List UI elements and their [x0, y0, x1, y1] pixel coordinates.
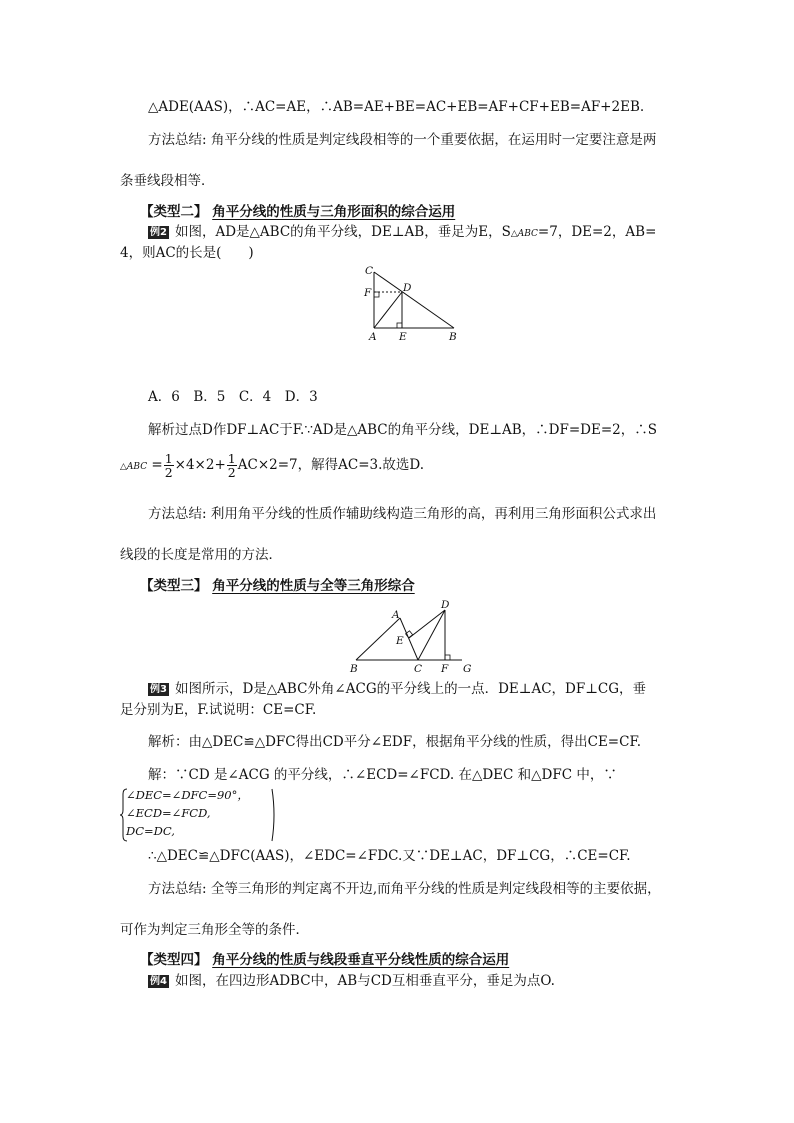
section-label: 【类型三】	[140, 578, 208, 594]
text-run: 如图，在四边形ADBC中，AB与CD互相垂直平分，垂足为点O.	[174, 973, 555, 989]
text-line: 解：∵CD 是∠ACG 的平分线，∴∠ECD=∠FCD. 在△DEC 和△DFC 中，∵	[148, 767, 617, 783]
text-line: 解析：由△DEC≌△DFC得出CD平分∠EDF，根据角平分线的性质，得出CE=CF.	[148, 734, 641, 750]
text-run: AC×2=7，解得AC=3.故选D.	[237, 457, 425, 473]
label-d: D	[403, 282, 412, 294]
text-line: 方法总结: 利用角平分线的性质作辅助线构造三角形的高，再利用三角形面积公式求出	[148, 506, 657, 522]
text-line: 条垂线段相等．	[120, 173, 215, 189]
text-run: 如图，AD是△ABC的角平分线，DE⊥AB，垂足为E，S	[174, 224, 511, 240]
section-title: 角平分线的性质与全等三角形综合	[212, 578, 415, 594]
text-line: 线段的长度是常用的方法．	[120, 547, 282, 563]
text-run: 解析过点D作DF⊥AC于F.∵AD是△ABC的角平分线，DE⊥AB，∴DF=DE=2，∴S	[148, 422, 658, 438]
text-line: 方法总结: 全等三角形的判定离不开边,而角平分线的性质是判定线段相等的主要依据，	[148, 881, 661, 897]
right-angle-mark	[397, 323, 402, 328]
section-label: 【类型二】	[140, 204, 208, 220]
system-line: DC=DC,	[126, 824, 175, 838]
text-line: 足分别为E，F.试说明：CE=CF.	[120, 702, 317, 718]
text-line: 方法总结: 角平分线的性质是判定线段相等的一个重要依据，在运用时一定要注意是两	[148, 132, 657, 148]
section-title: 角平分线的性质与三角形面积的综合运用	[212, 204, 456, 220]
fraction-numerator: 1	[164, 451, 173, 466]
system-line: ∠DEC=∠DFC=90°，	[126, 788, 249, 802]
section-label: 【类型四】	[140, 952, 208, 968]
text-line: 4，则AC的长是( )	[120, 245, 254, 261]
text-run: ×4×2+	[174, 457, 226, 473]
subscript: △ABC	[120, 462, 148, 472]
section-header-type4	[140, 951, 509, 969]
label-g: G	[463, 663, 472, 675]
right-angle-mark	[445, 655, 450, 660]
label-a: A	[369, 331, 377, 343]
label-c: C	[414, 663, 423, 675]
solution-2-line2: △ABC = $\frac{1}{2}$ ×4×2+ $\frac{1}{2}$ AC×2=7，解得AC=3.故选D.	[120, 451, 425, 480]
example-badge: 例3	[150, 684, 167, 695]
label-c: C	[365, 265, 374, 277]
label-a: A	[392, 609, 400, 621]
section-header-type2	[140, 203, 455, 221]
text-line: ∴△DEC≌△DFC(AAS)，∠EDC=∠FDC.又∵DE⊥AC，DF⊥CG，∴CE=CF.	[148, 848, 631, 864]
answer-options: A．6 B．5 C．4 D．3	[148, 389, 318, 405]
label-f: F	[364, 287, 372, 299]
section-title: 角平分线的性质与线段垂直平分线性质的综合运用	[212, 952, 510, 968]
label-e: E	[396, 635, 404, 647]
segment-ba	[356, 618, 400, 660]
text-run: =7，DE=2，AB=	[537, 224, 657, 240]
example-3-text	[148, 680, 646, 698]
text-run: 如图所示，D是△ABC外角∠ACG的平分线上的一点．DE⊥AC，DF⊥CG，垂	[174, 681, 647, 697]
label-d: D	[441, 599, 450, 611]
segment-de	[409, 610, 445, 638]
section-header-type3	[140, 577, 415, 595]
example-2-text	[148, 223, 656, 243]
label-f: F	[441, 663, 449, 675]
fraction-denominator: 2	[227, 465, 236, 480]
equation-system	[120, 788, 280, 842]
fraction-denominator: 2	[164, 465, 173, 480]
label-e: E	[399, 331, 407, 343]
right-paren	[270, 788, 278, 842]
label-b: B	[449, 331, 457, 343]
segment-cd	[418, 610, 445, 660]
fraction-half	[164, 452, 174, 479]
segment-cb	[374, 272, 454, 328]
text-line: △ADE(AAS)，∴AC=AE，∴AB=AE+BE=AC+EB=AF+CF+EB=AF+2EB.	[148, 99, 645, 115]
figure-exterior-angle	[344, 598, 484, 676]
fraction-numerator: 1	[227, 451, 236, 466]
subscript: △ABC	[510, 229, 538, 239]
system-line: ∠ECD=∠FCD,	[126, 806, 211, 820]
figure-triangle-abc	[356, 262, 466, 346]
text-line: 可作为判定三角形全等的条件．	[120, 922, 309, 938]
example-4-text	[148, 972, 555, 990]
fraction-half	[227, 452, 237, 479]
example-badge: 例4	[150, 976, 167, 987]
solution-2-line1	[148, 421, 657, 439]
right-angle-mark	[374, 292, 379, 297]
label-b: B	[350, 663, 358, 675]
example-badge: 例2	[150, 227, 167, 238]
